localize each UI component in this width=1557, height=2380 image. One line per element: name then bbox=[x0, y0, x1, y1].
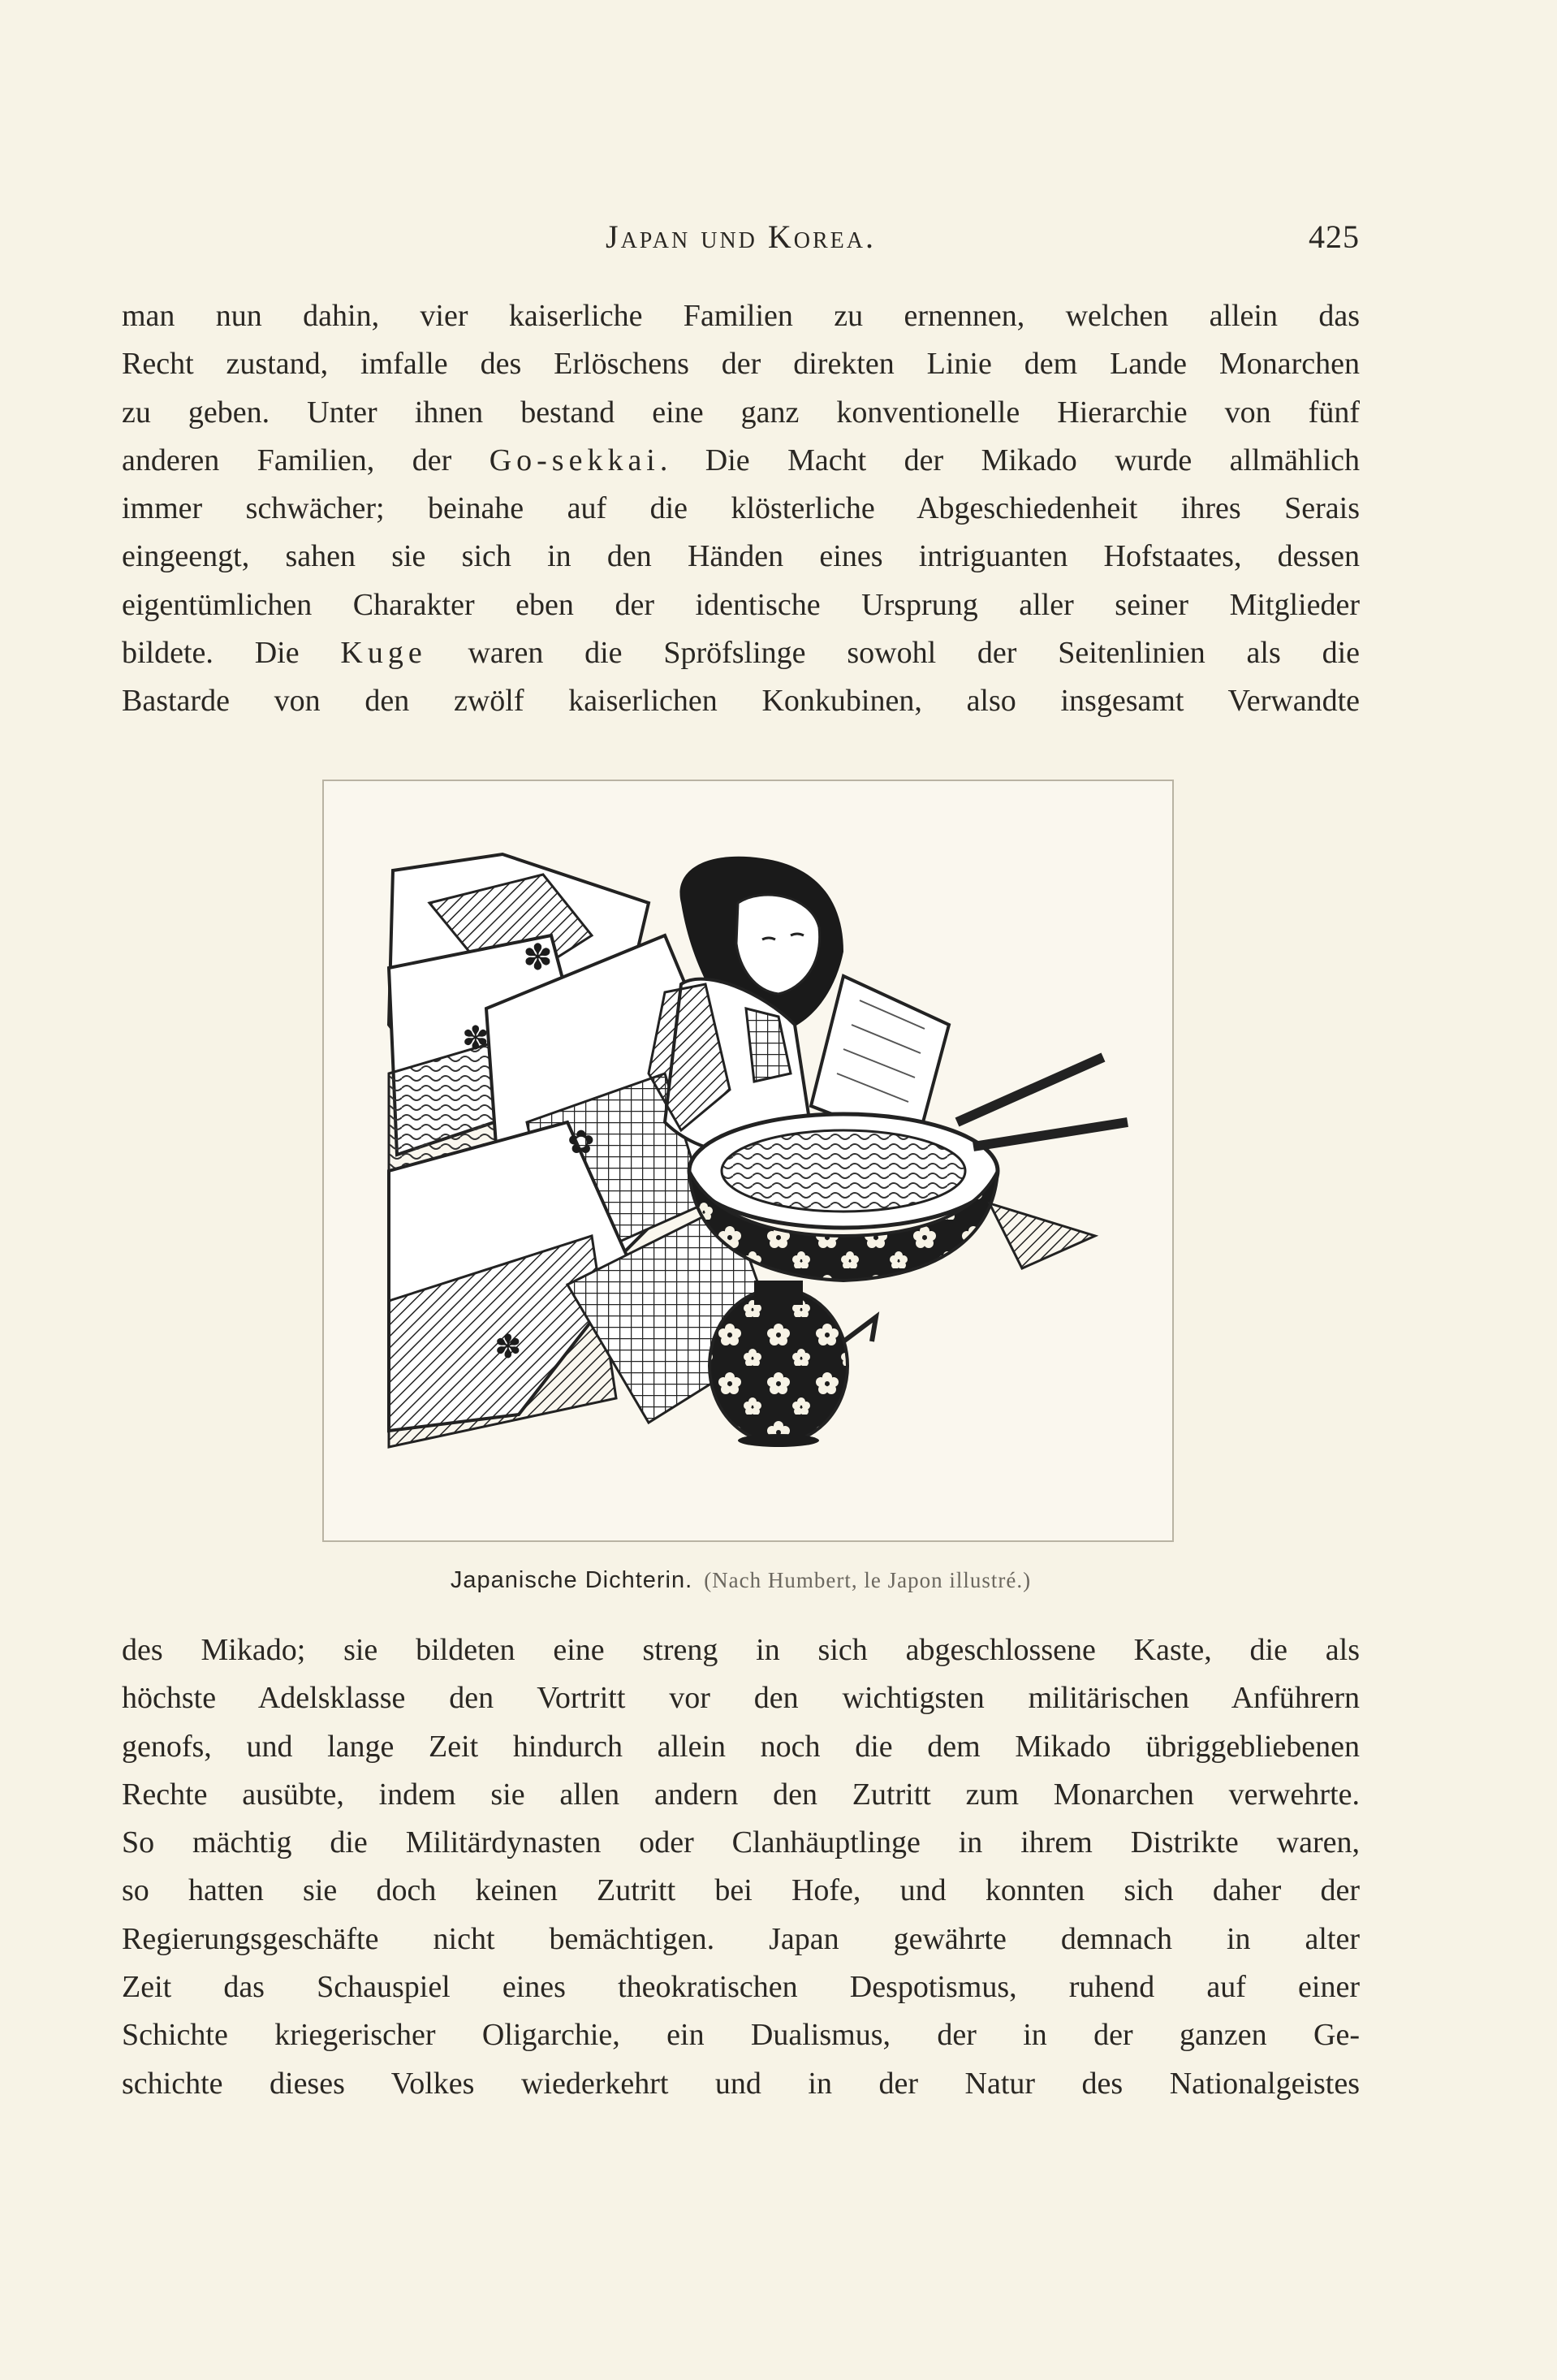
text-line: Schichte kriegerischer Oligarchie, ein Dualismus, der in der ganzen Ge- bbox=[122, 2018, 1360, 2053]
poetess-illustration bbox=[324, 781, 1172, 1540]
text-segment: anderen Familien, der bbox=[122, 443, 490, 477]
svg-text:✽: ✽ bbox=[462, 1020, 490, 1057]
spaced-term-go-sekkai: Go-sekkai bbox=[489, 443, 660, 477]
text-line: immer schwächer; beinahe auf die klösterliche Abgeschiedenheit ihres Serais bbox=[122, 491, 1360, 526]
text-segment: . Die Macht der Mikado wurde allmählich bbox=[659, 443, 1360, 477]
text-line: Rechte ausübte, indem sie allen andern den Zutritt zum Monarchen verwehrte. bbox=[122, 1777, 1360, 1812]
text-line: so hatten sie doch keinen Zutritt bei Hofe, und konnten sich daher der bbox=[122, 1873, 1360, 1908]
text-line: So mächtig die Militärdynasten oder Clanhäuptlinge in ihrem Distrikte waren, bbox=[122, 1825, 1360, 1860]
text-line: eingeengt, sahen sie sich in den Händen eines intriguanten Hofstaates, dessen bbox=[122, 539, 1360, 574]
caption-title: Japanische Dichterin. bbox=[450, 1567, 693, 1593]
text-line: Bastarde von den zwölf kaiserlichen Konkubinen, also insgesamt Verwandte bbox=[122, 684, 1360, 719]
figure-caption bbox=[122, 1567, 1360, 1594]
poetess-figure bbox=[649, 857, 843, 1154]
text-line: eigentümlichen Charakter eben der identische Ursprung aller seiner Mitglieder bbox=[122, 587, 1360, 622]
text-line: zu geben. Unter ihnen bestand eine ganz konventionelle Hierarchie von fünf bbox=[122, 395, 1360, 430]
paragraph-top bbox=[122, 292, 1360, 726]
text-line bbox=[122, 629, 1360, 677]
text-line: Regierungsgeschäfte nicht bemächtigen. Japan gewährte demnach in alter bbox=[122, 1921, 1360, 1956]
text-line: des Mikado; sie bildeten eine streng in sich abgeschlossene Kaste, die als bbox=[122, 1633, 1360, 1667]
figure-illustration bbox=[322, 780, 1174, 1542]
sake-jar bbox=[709, 1281, 876, 1447]
svg-text:✽: ✽ bbox=[523, 937, 553, 978]
text-line: Recht zustand, imfalle des Erlöschens der direkten Linie dem Lande Monarchen bbox=[122, 347, 1360, 382]
text-line: schichte dieses Volkes wiederkehrt und in der Natur des Nationalgeistes bbox=[122, 2066, 1360, 2101]
svg-text:✽: ✽ bbox=[494, 1328, 522, 1366]
text-segment: waren die Spröfslinge sowohl der Seitenlinien als die bbox=[426, 636, 1360, 671]
paragraph-bottom bbox=[122, 1626, 1360, 2108]
page-number: 425 bbox=[1309, 218, 1360, 255]
page-header bbox=[122, 218, 1360, 266]
text-line: höchste Adelsklasse den Vortritt vor den wichtigsten militärischen Anführern bbox=[122, 1681, 1360, 1716]
text-line: man nun dahin, vier kaiserliche Familien zu ernennen, welchen allein das bbox=[122, 299, 1360, 333]
caption-source: (Nach Humbert, le Japon illustré.) bbox=[704, 1568, 1032, 1592]
svg-text:✿: ✿ bbox=[567, 1124, 595, 1161]
text-line: genofs, und lange Zeit hindurch allein noch die dem Mikado übriggebliebenen bbox=[122, 1729, 1360, 1764]
text-segment: bildete. Die bbox=[122, 636, 341, 671]
text-line bbox=[122, 437, 1360, 485]
running-title: Japan und Korea. bbox=[606, 218, 876, 255]
spaced-term-kuge: Kuge bbox=[340, 636, 427, 671]
text-line: Zeit das Schauspiel eines theokratischen Despotismus, ruhend auf einer bbox=[122, 1970, 1360, 2005]
